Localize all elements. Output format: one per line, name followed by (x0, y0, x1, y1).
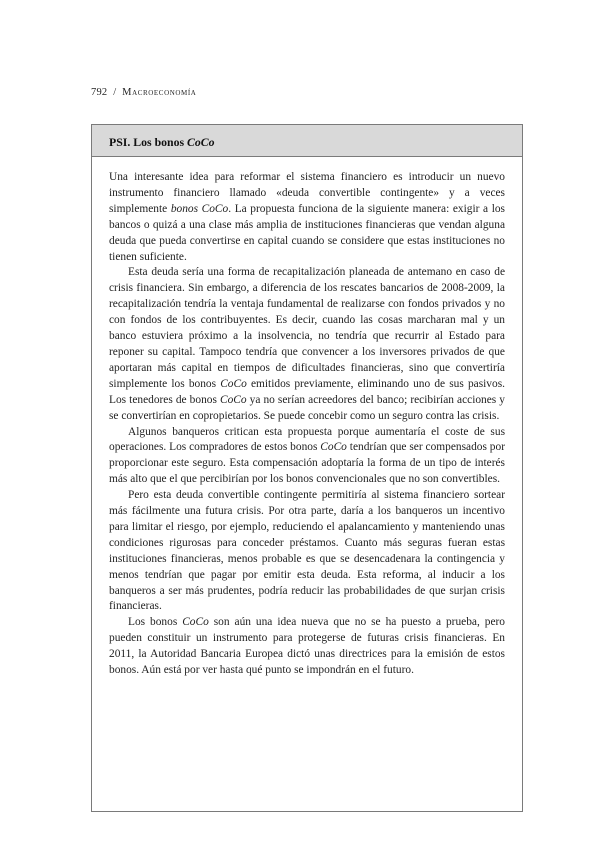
italic-term: CoCo (182, 616, 209, 629)
text-run: Esta deuda sería una forma de recapitalización planeada de antemano en caso de crisis financiera. Sin embargo, a diferencia de los rescates bancarios de 2008-2009, la recapitalización tendría la ventaja fundamental de realizarse con fondos privados y no con fondos de los contribuyentes. Es decir, cuando las cosas marcharan mal y un banco estuviera próximo a la insolvencia, no tendría que recurrir al Estado para reponer su capital. Tampoco tendría que convencer a los inversores privados de que aportaran más capital en tiempos de dificultades financieras, sino que convertiría simplemente los bonos (109, 266, 505, 390)
case-study-box (91, 124, 523, 812)
text-run: Pero esta deuda convertible contingente permitiría al sistema financiero sortear más fácilmente una futura crisis. Por otra parte, daría a los banqueros un incentivo para limitar el riesgo, por ejemplo, reduciendo el apalancamiento y manteniendo unas condiciones rigurosas para conceder préstamos. Cuanto más seguras fueran estas instituciones financieras, menos probable es que se desencadenara la contingencia y menos tendrían que pagar por emitir esta deuda. Esta reforma, al inducir a los banqueros a ser más prudentes, podría reducir las probabilidades de que surjan crisis financieras. (109, 489, 505, 613)
text-run: emitidos previamente, eliminando uno de sus pasivos. Los tenedores de bonos (109, 377, 505, 406)
italic-term: CoCo (219, 393, 247, 406)
paragraph-4 (109, 488, 505, 615)
running-head (91, 87, 196, 98)
text-run: Una interesante idea para reformar el sistema financiero es introducir un nuevo instrumento financiero llamado «deuda convertible contingente» y a veces simplemente (109, 171, 505, 215)
text-run: . La propuesta funciona de la siguiente manera: exigir a los bancos o quizá a una clase más amplia de instituciones financieras que vendan alguna deuda que pueda convertirse en capital cuando se considere que estas instituciones no tienen suficiente. (109, 202, 505, 263)
paragraph-2 (109, 265, 505, 424)
running-head-separator: / (113, 87, 117, 98)
box-title (92, 125, 522, 157)
italic-term: bonos CoCo (170, 202, 229, 215)
box-body (92, 157, 522, 679)
box-title-italic: CoCo (187, 135, 215, 149)
paragraph-5 (109, 615, 505, 679)
text-run: ya no serían acreedores del banco; recibirían acciones y se convertirían en copropietarios. Se puede concebir como un seguro contra las crisis. (109, 393, 505, 422)
italic-term: CoCo (320, 441, 347, 454)
book-title: Macroeconomía (122, 87, 197, 98)
text-run: Los bonos (128, 616, 183, 629)
text-run: son aún una idea nueva que no se ha puesto a prueba, pero pueden constituir un instrumento para protegerse de futuras crisis financieras. En 2011, la Autoridad Bancaria Europea dictó unas directrices para la emisión de estos bonos. Aún está por ver hasta qué punto se impondrán en el futuro. (109, 616, 505, 677)
text-run: tendrían que ser compensados por proporcionar este seguro. Esta compensación adoptaría la forma de un tipo de interés más alto que el que percibirían por los bonos convencionales que no son convertibles. (109, 441, 505, 486)
paragraph-1 (109, 170, 505, 265)
paragraph-3 (109, 425, 505, 489)
text-run: Algunos banqueros critican esta propuesta porque aumentaría el coste de sus operaciones. Los compradores de estos bonos (109, 425, 505, 454)
box-title-prefix: PSI. Los bonos (109, 135, 188, 149)
italic-term: CoCo (220, 377, 247, 390)
page-number: 792 (91, 87, 108, 98)
